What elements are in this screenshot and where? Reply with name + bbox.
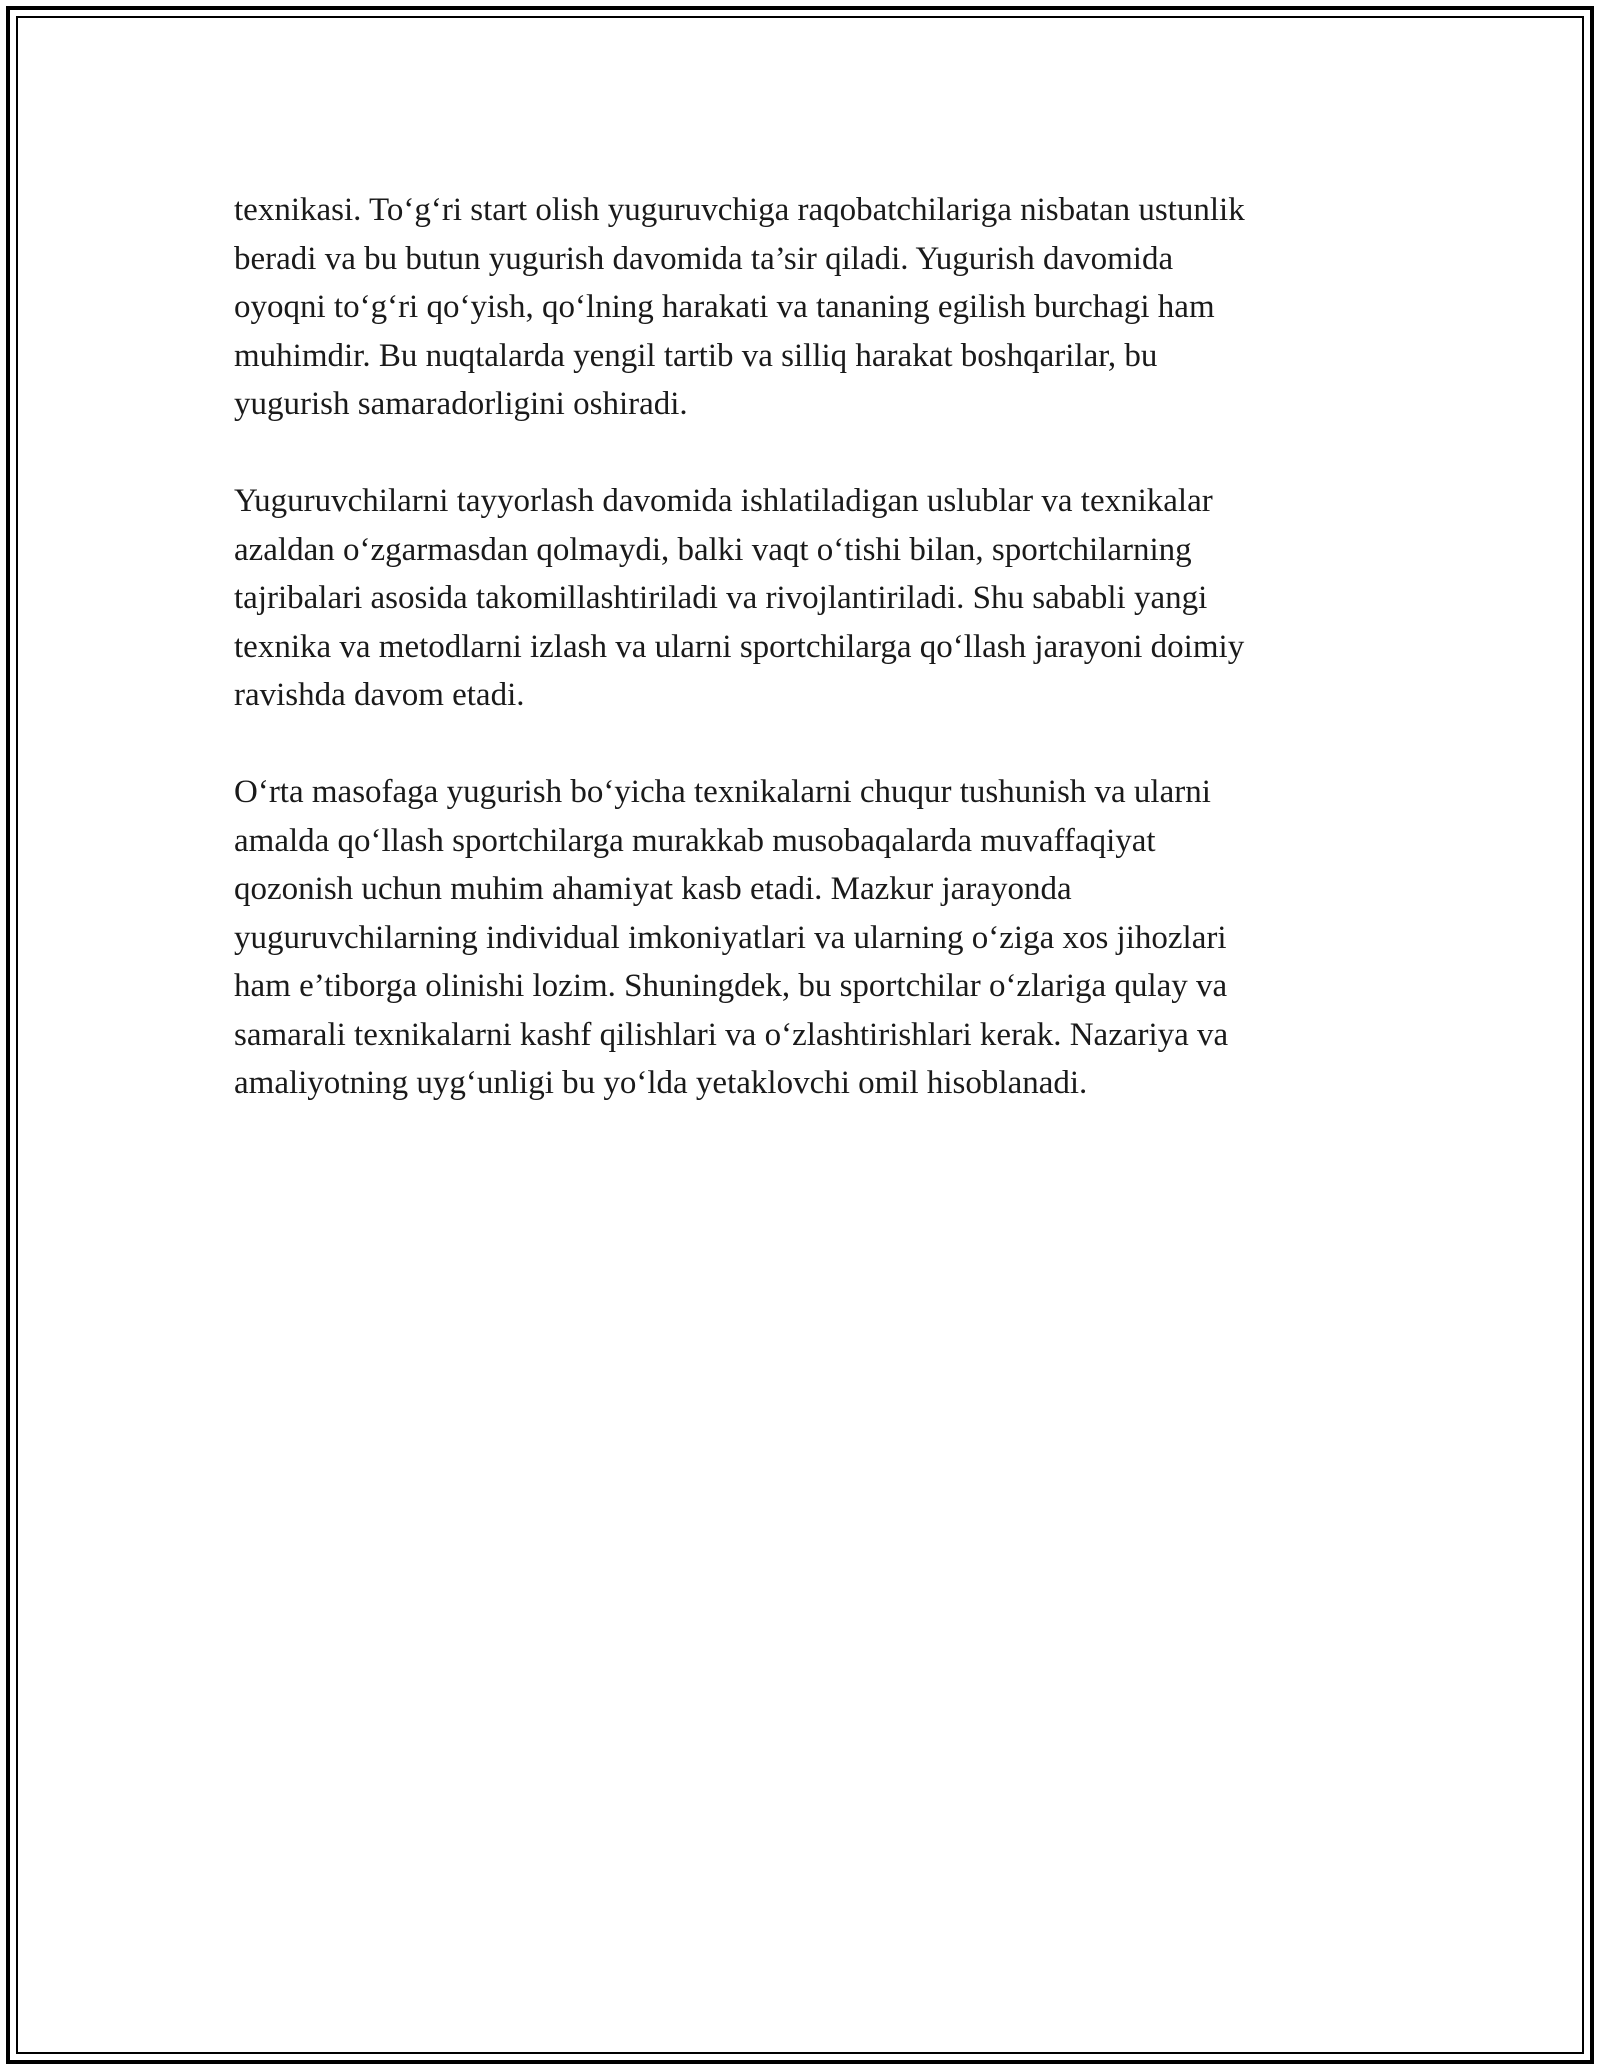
text-line: azaldan o‘zgarmasdan qolmaydi, balki vaqt o‘tishi bilan, sportchilarning (234, 531, 1192, 568)
text-line: oyoqni to‘g‘ri qo‘yish, qo‘lning harakati va tananing egilish burchagi ham (234, 289, 1215, 325)
text-line: texnikasi. To‘g‘ri start olish yuguruvchiga raqobatchilariga nisbatan ustunlik (234, 192, 1245, 228)
text-line: O‘rta masofaga yugurish bo‘yicha texnikalarni chuqur tushunish va ularni (234, 774, 1211, 810)
text-line: beradi va bu butun yugurish davomida ta’sir qiladi. Yugurish davomida (234, 240, 1174, 277)
text-line: amaliyotning uyg‘unligi bu yo‘lda yetaklovchi omil hisoblanadi. (234, 1065, 1088, 1101)
paragraph-1 (234, 186, 1384, 429)
text-line: muhimdir. Bu nuqtalarda yengil tartib va silliq harakat boshqarilar, bu (234, 337, 1158, 374)
paragraph-2 (234, 477, 1384, 720)
text-line: yugurish samaradorligini oshiradi. (234, 386, 688, 422)
text-line: samarali texnikalarni kashf qilishlari va o‘zlashtirishlari kerak. Nazariya va (234, 1016, 1229, 1053)
text-line: ham e’tiborga olinishi lozim. Shuningdek, bu sportchilar o‘zlariga qulay va (234, 968, 1228, 1004)
text-line: texnika va metodlarni izlash va ularni sportchilarga qo‘llash jarayoni doimiy (234, 628, 1245, 665)
text-line: yuguruvchilarning individual imkoniyatlari va ularning o‘ziga xos jihozlari (234, 919, 1227, 956)
text-line: amalda qo‘llash sportchilarga murakkab musobaqalarda muvaffaqiyat (234, 822, 1156, 859)
text-line: tajribalari asosida takomillashtiriladi va rivojlantiriladi. Shu sababli yangi (234, 580, 1208, 616)
paragraph-3 (234, 768, 1384, 1108)
text-line: Yuguruvchilarni tayyorlash davomida ishlatiladigan uslublar va texnikalar (234, 483, 1213, 519)
text-line: ravishda davom etadi. (234, 677, 525, 713)
document-body (234, 186, 1384, 1156)
text-line: qozonish uchun muhim ahamiyat kasb etadi. Mazkur jarayonda (234, 871, 1072, 907)
